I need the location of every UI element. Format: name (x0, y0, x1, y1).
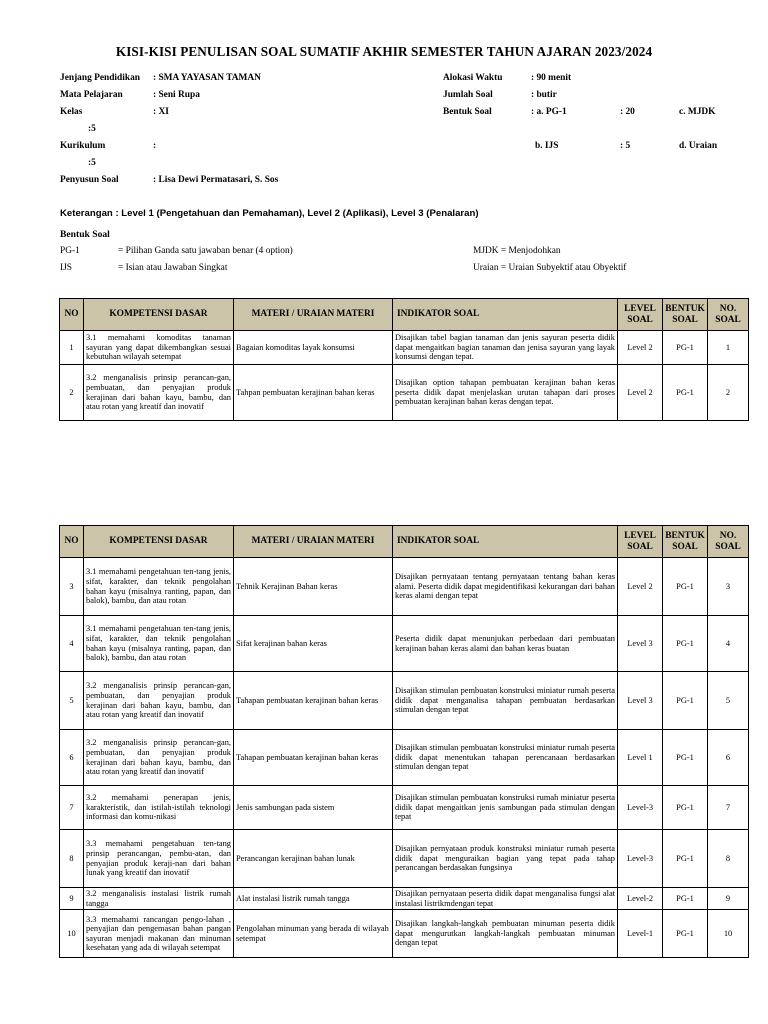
bentuk-a-count: : 20 (620, 107, 635, 117)
level-cell: Level-3 (618, 830, 663, 888)
indikator-cell: Disajikan pernyataan produk konstruksi miniatur rumah peserta didik dapat menguraikan bagian yang tepat pada tahap perancangan berdasakan fungsinya (393, 830, 618, 888)
nosoal-cell: 7 (708, 786, 749, 830)
header-indikator: INDIKATOR SOAL (393, 526, 618, 558)
kompetensi-dasar-cell: 3.2 menganalisis prinsip perancan-gan, pembuatan, dan penyajian produk kerajinan dari bahan kayu, bambu, dan atau rotan yang kreatif dan inovatif (84, 730, 234, 786)
ijs-code: IJS (60, 263, 72, 273)
uraian-desc: Uraian = Uraian Subyektif atau Obyektif (473, 263, 627, 273)
mapel-label: Mata Pelajaran (60, 90, 123, 100)
header-no: NO (60, 299, 84, 331)
header-materi: MATERI / URAIAN MATERI (234, 526, 393, 558)
bentuk-cell: PG-1 (663, 616, 708, 672)
row-number: 1 (60, 331, 84, 365)
kompetensi-dasar-cell: 3.2 menganalisis instalasi listrik rumah tangga (84, 888, 234, 910)
table-1-header (60, 299, 749, 331)
bentuk-cell: PG-1 (663, 830, 708, 888)
pg1-code: PG-1 (60, 246, 80, 256)
indikator-cell: Disajikan option tahapan pembuatan kerajinan bahan keras peserta didik dapat menjelaskan urutan tahapan dari proses pembuatan kerajinan bahan keras dengan tepat. (393, 365, 618, 421)
header-nosoal: NO. SOAL (708, 526, 749, 558)
kompetensi-dasar-cell: 3.2 menganalisis prinsip perancan-gan, pembuatan, dan penyajian produk kerajinan dari bahan kayu, bambu, dan atau rotan yang kreatif dan inovatif (84, 365, 234, 421)
kompetensi-dasar-cell: 3.1 memahami pengetahuan ten-tang jenis, sifat, karakter, dan teknik pengolahan bahan kayu (misalnya ranting, papan, dan balok), bambu, dan atau rotan (84, 558, 234, 616)
kelas-value: : XI (153, 107, 169, 117)
row-number: 7 (60, 786, 84, 830)
nosoal-cell: 1 (708, 331, 749, 365)
table-row (60, 888, 749, 910)
nosoal-cell: 9 (708, 888, 749, 910)
bentuk-cell: PG-1 (663, 786, 708, 830)
nosoal-cell: 5 (708, 672, 749, 730)
header-indikator: INDIKATOR SOAL (393, 299, 618, 331)
table-row (60, 786, 749, 830)
bentuk-cell: PG-1 (663, 730, 708, 786)
alokasi-label: Alokasi Waktu (443, 73, 503, 83)
materi-cell: Tahpan pembuatan kerajinan bahan keras (234, 365, 393, 421)
materi-cell: Tehnik Kerajinan Bahan keras (234, 558, 393, 616)
kompetensi-dasar-cell: 3.2 menganalisis prinsip perancan-gan, pembuatan, dan penyajian produk kerajinan dari bahan kayu, bambu, dan atau rotan yang kreatif dan inovatif (84, 672, 234, 730)
table-row (60, 672, 749, 730)
bentuk-cell: PG-1 (663, 672, 708, 730)
nosoal-cell: 6 (708, 730, 749, 786)
kurikulum-extra: :5 (88, 158, 96, 168)
indikator-cell: Disajikan stimulan pembuatan konstruksi miniatur rumah peserta didik dapat menganalisa tahapan pembuatan berdasarkan stimulan dengan tepat (393, 672, 618, 730)
kisi-table-2 (59, 525, 749, 958)
table-row (60, 730, 749, 786)
ijs-desc: = Isian atau Jawaban Singkat (118, 263, 228, 273)
mjdk-desc: MJDK = Menjodohkan (473, 246, 561, 256)
kompetensi-dasar-cell: 3.3 memahami rancangan pengo-lahan , penyajian dan pengemasan bahan pangan sayuran menjadi makanan dan minuman kesehatan yang ada di wilayah setempat (84, 910, 234, 958)
bentuk-cell: PG-1 (663, 888, 708, 910)
header-materi: MATERI / URAIAN MATERI (234, 299, 393, 331)
kompetensi-dasar-cell: 3.3 memahami pengetahuan ten-tang prinsip perancangan, pembu-atan, dan penyajian produk keraji-nan dari bahan lunak yang kreatif dan inovatif (84, 830, 234, 888)
row-number: 3 (60, 558, 84, 616)
header-bentuk: BENTUK SOAL (663, 526, 708, 558)
table-row (60, 331, 749, 365)
bentuk-cell: PG-1 (663, 558, 708, 616)
kelas-label: Kelas (60, 107, 83, 117)
bentuk-b-count: : 5 (620, 141, 631, 151)
level-cell: Level-1 (618, 910, 663, 958)
level-cell: Level 3 (618, 672, 663, 730)
nosoal-cell: 2 (708, 365, 749, 421)
materi-cell: Tahapan pembuatan kerajinan bahan keras (234, 730, 393, 786)
kompetensi-dasar-cell: 3.1 memahami pengetahuan ten-tang jenis, sifat, karakter, dan teknik pengolahan bahan kayu (misalnya ranting, papan, dan balok), bambu, dan atau rotan (84, 616, 234, 672)
bentuk-soal-title: Bentuk Soal (60, 229, 110, 240)
nosoal-cell: 8 (708, 830, 749, 888)
jenjang-label: Jenjang Pendidikan (60, 73, 140, 83)
header-kd: KOMPETENSI DASAR (84, 526, 234, 558)
bentuk-d: d. Uraian (679, 141, 718, 151)
jenjang-value: : SMA YAYASAN TAMAN (153, 73, 261, 83)
materi-cell: Sifat kerajinan bahan keras (234, 616, 393, 672)
bentuk-cell: PG-1 (663, 365, 708, 421)
materi-cell: Jenis sambungan pada sistem (234, 786, 393, 830)
table-row (60, 365, 749, 421)
indikator-cell: Disajikan tabel bagian tanaman dan jenis sayuran peserta didik dapat mengaitkan bagian tanaman dan jenisa sayuran yang layak konsumsi dengan tepat. (393, 331, 618, 365)
alokasi-value: : 90 menit (531, 73, 572, 83)
level-cell: Level 3 (618, 616, 663, 672)
materi-cell: Perancangan kerajinan bahan lunak (234, 830, 393, 888)
indikator-cell: Disajikan langkah-langkah pembuatan minuman peserta didik dapat mengurutkan langkah-langkah pembuatan minuman dengan tepat (393, 910, 618, 958)
mapel-value: : Seni Rupa (153, 90, 200, 100)
level-cell: Level-3 (618, 786, 663, 830)
row-number: 2 (60, 365, 84, 421)
table-row (60, 616, 749, 672)
row-number: 4 (60, 616, 84, 672)
jumlah-value: : butir (531, 90, 557, 100)
kelas-extra: :5 (88, 124, 96, 134)
level-cell: Level 2 (618, 331, 663, 365)
penyusun-value: : Lisa Dewi Permatasari, S. Sos (153, 175, 279, 185)
nosoal-cell: 4 (708, 616, 749, 672)
materi-cell: Bagaian komoditas layak konsumsi (234, 331, 393, 365)
materi-cell: Alat instalasi listrik rumah tangga (234, 888, 393, 910)
header-level: LEVEL SOAL (618, 526, 663, 558)
table-row (60, 910, 749, 958)
row-number: 5 (60, 672, 84, 730)
level-cell: Level 2 (618, 558, 663, 616)
keterangan: Keterangan : Level 1 (Pengetahuan dan Pemahaman), Level 2 (Aplikasi), Level 3 (Penalaran) (60, 208, 479, 219)
kompetensi-dasar-cell: 3.1 memahami komoditas tanaman sayuran yang dapat dikembangkan sesuai kebutuhan wilayah setempat (84, 331, 234, 365)
level-cell: Level 1 (618, 730, 663, 786)
kompetensi-dasar-cell: 3.2 memahami penerapan jenis, karakteristik, dan istilah-istilah teknologi informasi dan komu-nikasi (84, 786, 234, 830)
table-row (60, 558, 749, 616)
indikator-cell: Disajikan pernyataan peserta didik dapat menganalisa fungsi alat instalasi listrikmdengan tepat (393, 888, 618, 910)
jumlah-label: Jumlah Soal (443, 90, 493, 100)
table-row (60, 830, 749, 888)
materi-cell: Pengolahan minuman yang berada di wilayah setempat (234, 910, 393, 958)
kurikulum-value: : (153, 141, 157, 151)
document-title: KISI-KISI PENULISAN SOAL SUMATIF AKHIR SEMESTER TAHUN AJARAN 2023/2024 (115, 44, 653, 59)
materi-cell: Tahapan pembuatan kerajinan bahan keras (234, 672, 393, 730)
indikator-cell: Disajikan pernyataan tentang pernyataan tentang bahan keras alami. Peserta didik dapat megidentifikasi kekurangan dari bahan keras alami dengan tepat (393, 558, 618, 616)
indikator-cell: Disajikan stimulan pembuatan konstruksi miniatur rumah peserta didik dapat menentukan tahapan perencanaan berdasarkan stimulan dengan tepat (393, 730, 618, 786)
indikator-cell: Disajikan stimulan pembuatan konstruksi rumah miniatur peserta didik dapat mengaitkan jenis sambungan pada stimulan dengan tepat (393, 786, 618, 830)
header-no: NO (60, 526, 84, 558)
nosoal-cell: 10 (708, 910, 749, 958)
header-bentuk: BENTUK SOAL (663, 299, 708, 331)
header-level: LEVEL SOAL (618, 299, 663, 331)
header-kd: KOMPETENSI DASAR (84, 299, 234, 331)
bentuk-cell: PG-1 (663, 331, 708, 365)
header-nosoal: NO. SOAL (708, 299, 749, 331)
level-cell: Level-2 (618, 888, 663, 910)
nosoal-cell: 3 (708, 558, 749, 616)
bentuk-label: Bentuk Soal (443, 107, 492, 117)
bentuk-c: c. MJDK (679, 107, 716, 117)
pg1-desc: = Pilihan Ganda satu jawaban benar (4 option) (118, 246, 293, 256)
indikator-cell: Peserta didik dapat menunjukan perbedaan dari pembuatan kerajinan bahan keras alami dan bahan keras buatan (393, 616, 618, 672)
bentuk-b: b. IJS (535, 141, 559, 151)
kurikulum-label: Kurikulum (60, 141, 106, 151)
bentuk-cell: PG-1 (663, 910, 708, 958)
bentuk-a: : a. PG-1 (531, 107, 567, 117)
level-cell: Level 2 (618, 365, 663, 421)
row-number: 10 (60, 910, 84, 958)
row-number: 8 (60, 830, 84, 888)
penyusun-label: Penyusun Soal (60, 175, 119, 185)
table-2-header (60, 526, 749, 558)
row-number: 6 (60, 730, 84, 786)
row-number: 9 (60, 888, 84, 910)
kisi-table-1 (59, 298, 749, 421)
